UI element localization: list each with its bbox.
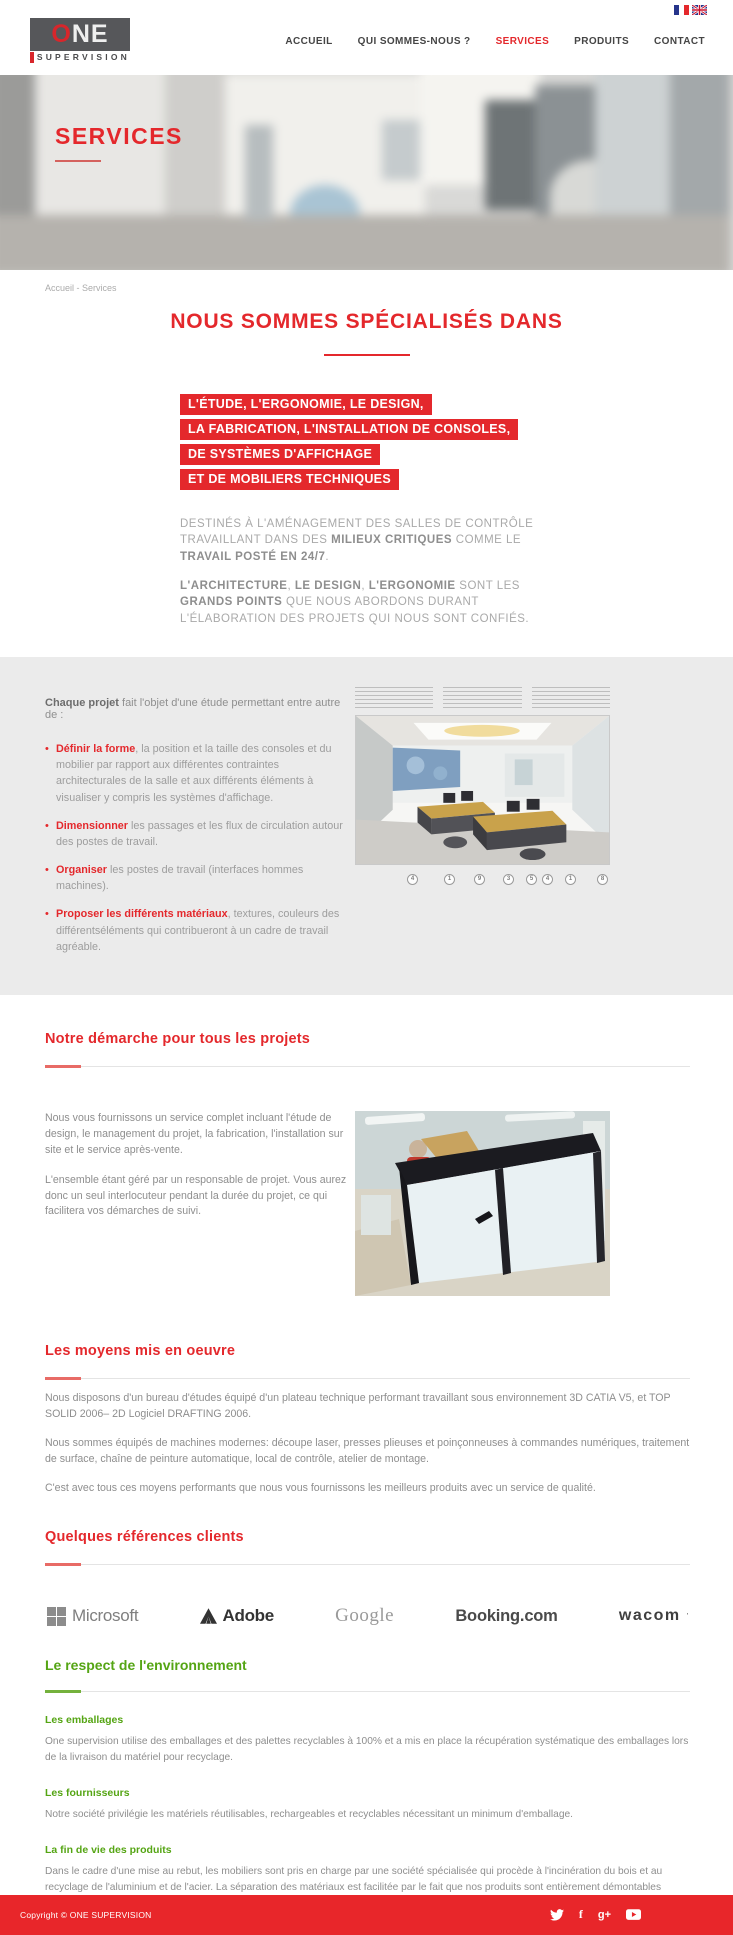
page-title-underline [324,354,410,356]
site-logo[interactable] [30,18,130,64]
env-item-title: La fin de vie des produits [45,1844,172,1857]
client-logos-row [45,1605,690,1627]
render-marker: 5 [526,874,537,885]
nav-item-accueil[interactable]: ACCUEIL [285,36,333,47]
means-paragraph: C'est avec tous ces moyens performants que nous vous fournissons les meilleurs produits avec un service de qualité. [45,1481,596,1494]
logo-red-accent [30,52,34,63]
section-title-approach: Notre démarche pour tous les projets [45,1031,311,1048]
means-section [45,1343,690,1496]
render-marker: 1 [565,874,576,885]
highlight-line: LA FABRICATION, L'INSTALLATION DE CONSOLES, [180,419,518,440]
render-marker: 4 [542,874,553,885]
facebook-icon[interactable]: f [578,1907,583,1922]
section-title-clients: Quelques références clients [45,1529,244,1546]
nav-item-produits[interactable]: PRODUITS [574,36,630,47]
env-item-text: Dans le cadre d'une mise au rebut, les mobiliers sont pris en charge par une société spécialisée qui procède à l'incinération du bois et au recyclage de l'aluminium et de l'acier. La séparation des matériaux est facilitée par le fait que nos produits sont entièrement démontables [45,1866,663,1893]
microsoft-logo: Microsoft [47,1606,138,1626]
render-marker: 8 [597,874,608,885]
twitter-icon[interactable] [550,1909,564,1921]
env-item-fin-de-vie [45,1844,690,1895]
site-footer [0,1895,733,1935]
section-divider-green [45,1691,690,1692]
french-flag-icon[interactable] [674,5,689,15]
highlight-line: DE SYSTÈMES D'AFFICHAGE [180,444,380,465]
render-marker: 9 [474,874,485,885]
booking-logo: Booking.com [455,1606,558,1625]
section-title-environment: Le respect de l'environnement [45,1657,247,1674]
means-paragraph: Nous sommes équipés de machines modernes: découpe laser, presses plieuses et poinçonneuses à commandes numériques, traitement de surface, chaîne de peinture automatique, local de contrôle, atelier de montage. [45,1436,690,1465]
render-legend [355,687,610,711]
uk-flag-icon[interactable] [692,5,707,15]
youtube-icon[interactable] [626,1909,641,1920]
google-plus-icon[interactable]: g+ [597,1908,611,1921]
nav-item-services[interactable]: SERVICES [495,36,550,47]
hero-background-photo [0,75,733,270]
logo-one [30,18,130,51]
environment-section [45,1657,690,1894]
wacom-logo: wacom ' [618,1607,688,1625]
env-item-text: One supervision utilise des emballages et des palettes recyclables à 100% et a mis en place la récupération systématique des emballages lors de la livraison du matériel pour recyclage. [45,1736,689,1763]
logo-letters-ne: NE [71,19,109,48]
env-item-title: Les fournisseurs [45,1787,130,1800]
list-item: • Proposer les différents matériaux, textures, couleurs des différentséléments qui contribueront à un cadre de travail agréable. [45,906,347,955]
render-marker: 1 [444,874,455,885]
hero-title-underline [55,160,101,162]
hero-title: SERVICES [55,123,183,149]
adobe-logo: Adobe [200,1606,274,1626]
specialized-section [0,293,733,627]
section-divider [45,1378,690,1379]
social-links [550,1907,641,1922]
render-marker: 3 [503,874,514,885]
list-item: • Définir la forme, la position et la taille des consoles et du mobilier par rapport aux différentes contraintes architecturales de la salle et aux différents éléments à visualiser y compris les systèmes d'affichage. [45,741,347,806]
approach-paragraph: L'ensemble étant géré par un responsable de projet. Vous aurez donc un seul interlocuteur pendant la durée du projet, ce qui facilitera vos démarches de suivi. [45,1173,347,1218]
logo-supervision: SUPERVISION [30,51,130,64]
copyright-text: Copyright © ONE SUPERVISION [20,1909,152,1920]
main-nav [285,36,705,47]
nav-item-contact[interactable]: CONTACT [654,36,705,47]
intro-paragraph: L'ARCHITECTURE, LE DESIGN, L'ERGONOMIE SONT LES GRANDS POINTS QUE NOUS ABORDONS DURANT L'ÉLABORATION DES PROJETS QUI NOUS SONT CONFIÉS. [180,579,530,625]
intro-paragraph: DESTINÉS À L'AMÉNAGEMENT DES SALLES DE CONTRÔLE TRAVAILLANT DANS DES MILIEUX CRITIQUES COMME LE TRAVAIL POSTÉ EN 24/7. [180,518,534,563]
env-item-title: Les emballages [45,1714,124,1727]
section-title-means: Les moyens mis en oeuvre [45,1343,236,1360]
study-section [0,657,733,995]
env-item-fournisseurs [45,1787,690,1822]
workshop-photo [355,1111,610,1296]
microsoft-squares-icon [47,1607,66,1626]
render-marker: 4 [407,874,418,885]
page-title: NOUS SOMMES SPÉCIALISÉS DANS [170,310,563,333]
nav-item-qui-sommes-nous[interactable]: QUI SOMMES-NOUS ? [357,36,471,47]
clients-section [45,1529,690,1627]
study-bullet-list [45,741,347,955]
hero-banner [0,75,733,270]
approach-section [45,1031,690,1296]
list-item: • Organiser les postes de travail (interfaces hommes machines). [45,862,347,894]
env-item-text: Notre société privilégie les matériels réutilisables, rechargeables et recyclables nécessitant un minimum d'emballage. [45,1809,573,1821]
render-markers [355,874,610,885]
control-room-render-figure [355,687,610,967]
site-header [0,0,733,75]
control-room-render-image [355,715,610,865]
language-switcher [674,5,707,15]
study-intro: Chaque projet fait l'objet d'une étude permettant entre autre de : [45,696,341,721]
list-item: • Dimensionner les passages et les flux de circulation autour des postes de travail. [45,818,347,850]
means-paragraph: Nous disposons d'un bureau d'études équipé d'un plateau technique performant travaillant sous environnement 3D CATIA V5, et TOP SOLID 2006– 2D Logiciel DRAFTING 2006. [45,1392,671,1420]
highlight-line: L'ÉTUDE, L'ERGONOMIE, LE DESIGN, [180,394,432,415]
section-divider [45,1564,690,1565]
breadcrumb[interactable]: Accueil - Services [45,283,117,293]
env-item-emballages [45,1714,690,1765]
google-logo: Google [335,1605,395,1627]
logo-letter-o: O [51,19,72,48]
adobe-mark-icon [200,1608,217,1624]
approach-paragraph: Nous vous fournissons un service complet incluant l'étude de design, le management du projet, la fabrication, l'installation sur site et le service après-vente. [45,1112,344,1156]
highlight-line: ET DE MOBILIERS TECHNIQUES [180,469,399,490]
section-divider [45,1066,690,1067]
